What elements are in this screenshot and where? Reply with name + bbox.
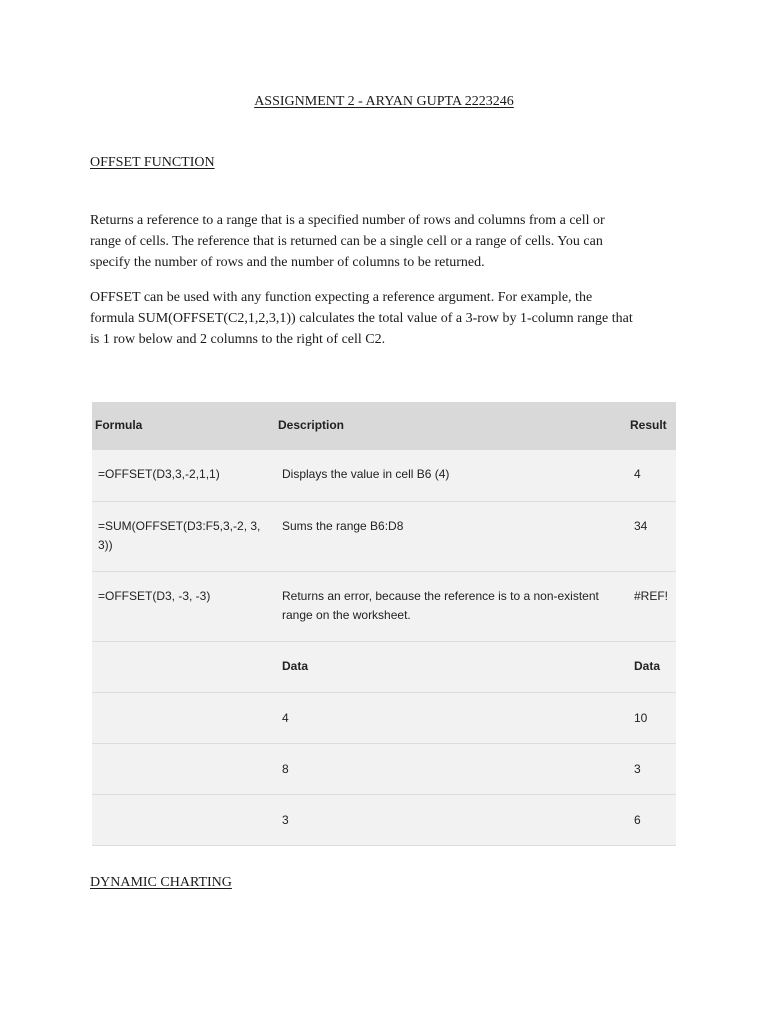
- header-result: Result: [630, 418, 667, 432]
- offset-example-paragraph: [90, 287, 685, 350]
- table-row: [92, 450, 676, 502]
- cell-description: Sums the range B6:D8: [282, 519, 404, 533]
- cell-formula: =OFFSET(D3,3,-2,1,1): [98, 467, 220, 481]
- paragraph-line: Returns a reference to a range that is a specified number of rows and columns from a cell or: [90, 213, 605, 228]
- table-data-header-row: [92, 642, 676, 693]
- cell-data: 3: [634, 762, 641, 776]
- offset-description-paragraph: [90, 210, 685, 273]
- header-formula: Formula: [95, 418, 143, 432]
- table-row: [92, 693, 676, 744]
- cell-formula-line: 3)): [98, 538, 113, 552]
- table-header-row: [92, 402, 676, 450]
- cell-formula: =OFFSET(D3, -3, -3): [98, 589, 211, 603]
- paragraph-line: formula SUM(OFFSET(C2,1,2,3,1)) calculates the total value of a 3-row by 1-column range that: [90, 311, 633, 326]
- cell-description-line: Returns an error, because the reference is to a non-existent: [282, 589, 599, 603]
- cell-result: 4: [634, 467, 641, 481]
- paragraph-line: specify the number of rows and the number of columns to be returned.: [90, 255, 485, 270]
- table-row: [92, 572, 676, 642]
- cell-data: 3: [282, 813, 289, 827]
- cell-data: 4: [282, 711, 289, 725]
- page-title: ASSIGNMENT 2 - ARYAN GUPTA 2223246: [254, 94, 514, 109]
- data-header-1: Data: [282, 659, 309, 673]
- cell-description-line: range on the worksheet.: [282, 608, 411, 622]
- table-row: [92, 502, 676, 572]
- section-heading-offset-function: OFFSET FUNCTION: [90, 155, 215, 170]
- table-row: [92, 744, 676, 795]
- table-row: [92, 795, 676, 846]
- cell-formula: [98, 517, 268, 555]
- cell-data: 6: [634, 813, 641, 827]
- cell-description: Displays the value in cell B6 (4): [282, 467, 450, 481]
- section-heading-dynamic-charting: DYNAMIC CHARTING: [90, 875, 232, 890]
- offset-examples-table: [92, 402, 676, 846]
- paragraph-line: range of cells. The reference that is returned can be a single cell or a range of cells. You can: [90, 234, 603, 249]
- paragraph-line: is 1 row below and 2 columns to the right of cell C2.: [90, 332, 386, 347]
- cell-description: [282, 587, 617, 625]
- paragraph-line: OFFSET can be used with any function expecting a reference argument. For example, the: [90, 290, 593, 305]
- cell-data: 10: [634, 711, 648, 725]
- cell-result: #REF!: [634, 589, 669, 603]
- cell-result: 34: [634, 519, 648, 533]
- header-description: Description: [278, 418, 345, 432]
- cell-formula-line: =SUM(OFFSET(D3:F5,3,-2, 3,: [98, 519, 261, 533]
- cell-data: 8: [282, 762, 289, 776]
- data-header-2: Data: [634, 659, 661, 673]
